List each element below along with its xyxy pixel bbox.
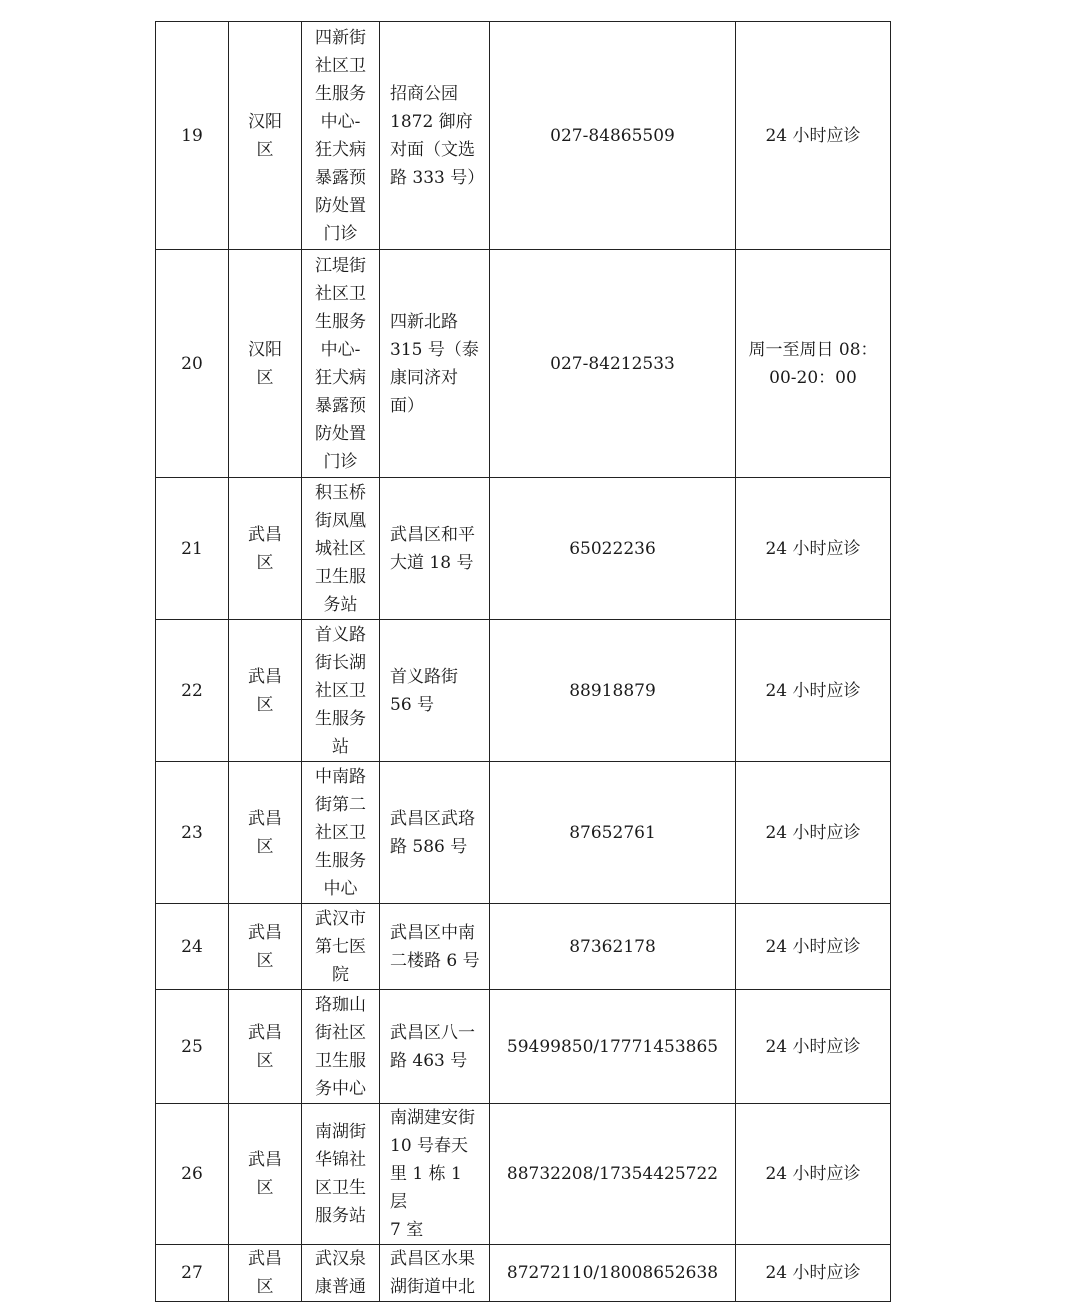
address-cell: 首义路街 56 号	[380, 620, 490, 762]
phone-cell: 65022236	[490, 478, 736, 620]
row-number-cell: 19	[156, 22, 229, 250]
phone-cell: 88918879	[490, 620, 736, 762]
district-cell: 武昌区	[229, 1104, 302, 1245]
clinic-table	[155, 21, 891, 1302]
table-row	[156, 620, 891, 762]
hours-cell: 24 小时应诊	[736, 478, 891, 620]
row-number-cell: 23	[156, 762, 229, 904]
clinic-name-cell: 武汉泉 康普通	[302, 1245, 380, 1302]
address-cell: 武昌区八一 路 463 号	[380, 990, 490, 1104]
hours-cell: 24 小时应诊	[736, 620, 891, 762]
table-row	[156, 990, 891, 1104]
district-cell: 汉阳区	[229, 250, 302, 478]
hours-cell: 24 小时应诊	[736, 762, 891, 904]
row-number-cell: 20	[156, 250, 229, 478]
phone-cell: 88732208/17354425722	[490, 1104, 736, 1245]
district-cell: 武昌区	[229, 1245, 302, 1302]
district-cell: 武昌区	[229, 762, 302, 904]
table-row	[156, 904, 891, 990]
district-cell: 武昌区	[229, 478, 302, 620]
clinic-name-cell: 四新街 社区卫 生服务 中心- 狂犬病 暴露预 防处置 门诊	[302, 22, 380, 250]
district-cell: 武昌区	[229, 620, 302, 762]
phone-cell: 027-84212533	[490, 250, 736, 478]
row-number-cell: 21	[156, 478, 229, 620]
row-number-cell: 24	[156, 904, 229, 990]
table-row	[156, 250, 891, 478]
table-row	[156, 478, 891, 620]
clinic-name-cell: 南湖街 华锦社 区卫生 服务站	[302, 1104, 380, 1245]
phone-cell: 87272110/18008652638	[490, 1245, 736, 1302]
address-cell: 南湖建安街 10 号春天 里 1 栋 1 层 7 室	[380, 1104, 490, 1245]
clinic-name-cell: 珞珈山 街社区 卫生服 务中心	[302, 990, 380, 1104]
address-cell: 武昌区中南 二楼路 6 号	[380, 904, 490, 990]
phone-cell: 027-84865509	[490, 22, 736, 250]
address-cell: 武昌区和平 大道 18 号	[380, 478, 490, 620]
hours-cell: 24 小时应诊	[736, 1245, 891, 1302]
row-number-cell: 27	[156, 1245, 229, 1302]
address-cell: 四新北路 315 号（泰 康同济对 面）	[380, 250, 490, 478]
address-cell: 武昌区武珞 路 586 号	[380, 762, 490, 904]
district-cell: 武昌区	[229, 904, 302, 990]
table-row	[156, 762, 891, 904]
row-number-cell: 25	[156, 990, 229, 1104]
clinic-name-cell: 武汉市 第七医 院	[302, 904, 380, 990]
address-cell: 招商公园 1872 御府 对面（文选 路 333 号）	[380, 22, 490, 250]
clinic-name-cell: 积玉桥 街凤凰 城社区 卫生服 务站	[302, 478, 380, 620]
row-number-cell: 22	[156, 620, 229, 762]
table-row	[156, 22, 891, 250]
district-cell: 汉阳区	[229, 22, 302, 250]
phone-cell: 87652761	[490, 762, 736, 904]
clinic-name-cell: 中南路 街第二 社区卫 生服务 中心	[302, 762, 380, 904]
clinic-name-cell: 首义路 街长湖 社区卫 生服务 站	[302, 620, 380, 762]
district-cell: 武昌区	[229, 990, 302, 1104]
hours-cell: 24 小时应诊	[736, 904, 891, 990]
clinic-name-cell: 江堤街 社区卫 生服务 中心- 狂犬病 暴露预 防处置 门诊	[302, 250, 380, 478]
phone-cell: 87362178	[490, 904, 736, 990]
table-row	[156, 1245, 891, 1302]
hours-cell: 24 小时应诊	[736, 1104, 891, 1245]
phone-cell: 59499850/17771453865	[490, 990, 736, 1104]
row-number-cell: 26	[156, 1104, 229, 1245]
address-cell: 武昌区水果 湖街道中北	[380, 1245, 490, 1302]
hours-cell: 周一至周日 08： 00-20：00	[736, 250, 891, 478]
hours-cell: 24 小时应诊	[736, 22, 891, 250]
hours-cell: 24 小时应诊	[736, 990, 891, 1104]
table-row	[156, 1104, 891, 1245]
